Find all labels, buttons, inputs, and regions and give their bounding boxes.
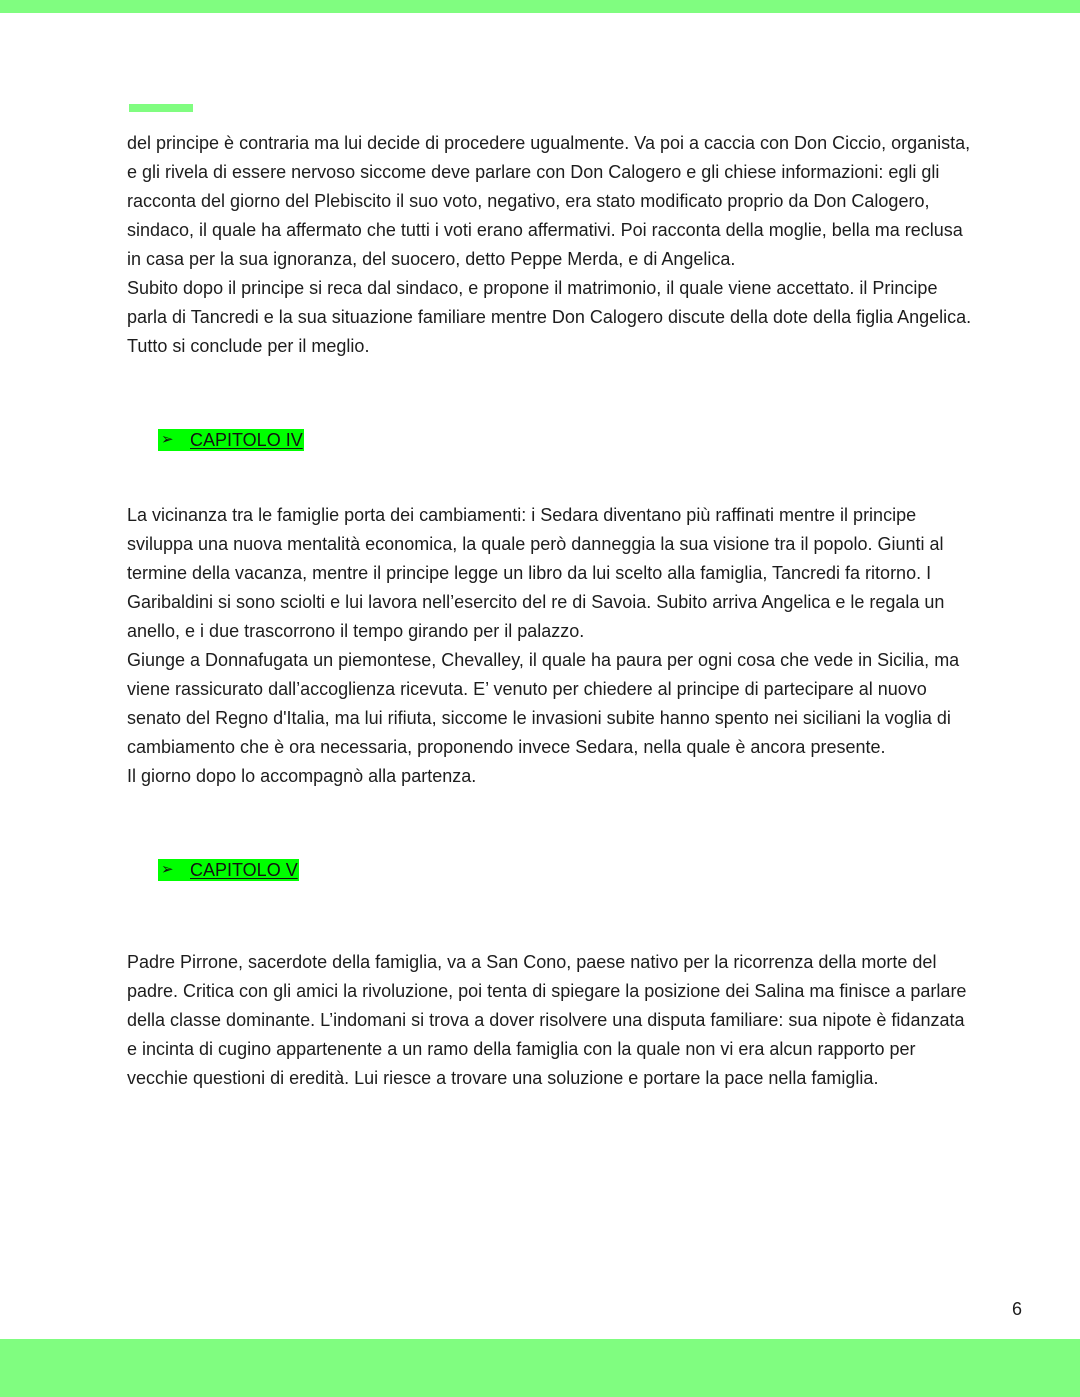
heading-title: CAPITOLO V (190, 860, 298, 880)
heading-capitolo-v (158, 859, 299, 881)
text-line: parla di Tancredi e la sua situazione familiare mentre Don Calogero discute della dote della figlia Angelica. (127, 307, 972, 327)
page-number: 6 (1012, 1299, 1023, 1319)
paragraph-capitolo-v (127, 948, 1037, 1093)
text-line: Garibaldini si sono sciolti e lui lavora nell’esercito del re di Savoia. Subito arriva Angelica e le regala un (127, 592, 945, 612)
paragraph-capitolo-iv (127, 501, 1037, 791)
text-line: sviluppa una nuova mentalità economica, la quale però danneggia la sua visione tra il popolo. Giunti al (127, 534, 944, 554)
text-line: della classe dominante. L’indomani si trova a dover risolvere una disputa familiare: sua nipote è fidanzata (127, 1010, 965, 1030)
heading-capitolo-iv (158, 429, 304, 451)
paragraph-capitolo-iii-continuation (127, 129, 1037, 361)
text-line: termine della vacanza, mentre il principe legge un libro da lui scelto alla famiglia, Tancredi fa ritorno. I (127, 563, 932, 583)
text-line: La vicinanza tra le famiglie porta dei cambiamenti: i Sedara diventano più raffinati mentre il principe (127, 505, 917, 525)
text-line: senato del Regno d'Italia, ma lui rifiuta, siccome le invasioni subite hanno spento nei siciliani la voglia di (127, 708, 951, 728)
accent-line-marker (129, 104, 193, 112)
top-decorative-band (0, 0, 1080, 13)
text-line: Tutto si conclude per il meglio. (127, 336, 370, 356)
text-line: del principe è contraria ma lui decide di procedere ugualmente. Va poi a caccia con Don Ciccio, organista, (127, 133, 971, 153)
text-line: Il giorno dopo lo accompagnò alla partenza. (127, 766, 477, 786)
text-line: e gli rivela di essere nervoso siccome deve parlare con Don Calogero e gli chiese informazioni: egli gli (127, 162, 940, 182)
bottom-decorative-band (0, 1339, 1080, 1397)
text-line: racconta del giorno del Plebiscito il suo voto, negativo, era stato modificato proprio da Don Calogero, (127, 191, 930, 211)
text-line: vecchie questioni di eredità. Lui riesce a trovare una soluzione e portare la pace nella famiglia. (127, 1068, 879, 1088)
text-line: Giunge a Donnafugata un piemontese, Chevalley, il quale ha paura per ogni cosa che vede in Sicilia, ma (127, 650, 960, 670)
text-line: cambiamento che è ora necessaria, proponendo invece Sedara, nella quale è ancora presente. (127, 737, 886, 757)
arrowhead-bullet-icon: ➢ (161, 861, 174, 878)
text-line: padre. Critica con gli amici la rivoluzione, poi tenta di spiegare la posizione dei Salina ma finisce a parlare (127, 981, 967, 1001)
text-line: Subito dopo il principe si reca dal sindaco, e propone il matrimonio, il quale viene accettato. il Principe (127, 278, 938, 298)
heading-title: CAPITOLO IV (190, 430, 303, 450)
text-line: sindaco, il quale ha affermato che tutti i voti erano affermativi. Poi racconta della moglie, bella ma reclusa (127, 220, 963, 240)
arrowhead-bullet-icon: ➢ (161, 431, 174, 448)
text-line: Padre Pirrone, sacerdote della famiglia, va a San Cono, paese nativo per la ricorrenza della morte del (127, 952, 937, 972)
text-line: in casa per la sua ignoranza, del suocero, detto Peppe Merda, e di Angelica. (127, 249, 736, 269)
text-line: viene rassicurato dall’accoglienza ricevuta. E’ venuto per chiedere al principe di partecipare al nuovo (127, 679, 927, 699)
text-line: anello, e i due trascorrono il tempo girando per il palazzo. (127, 621, 585, 641)
text-line: e incinta di cugino appartenente a un ramo della famiglia con la quale non vi era alcun rapporto per (127, 1039, 916, 1059)
